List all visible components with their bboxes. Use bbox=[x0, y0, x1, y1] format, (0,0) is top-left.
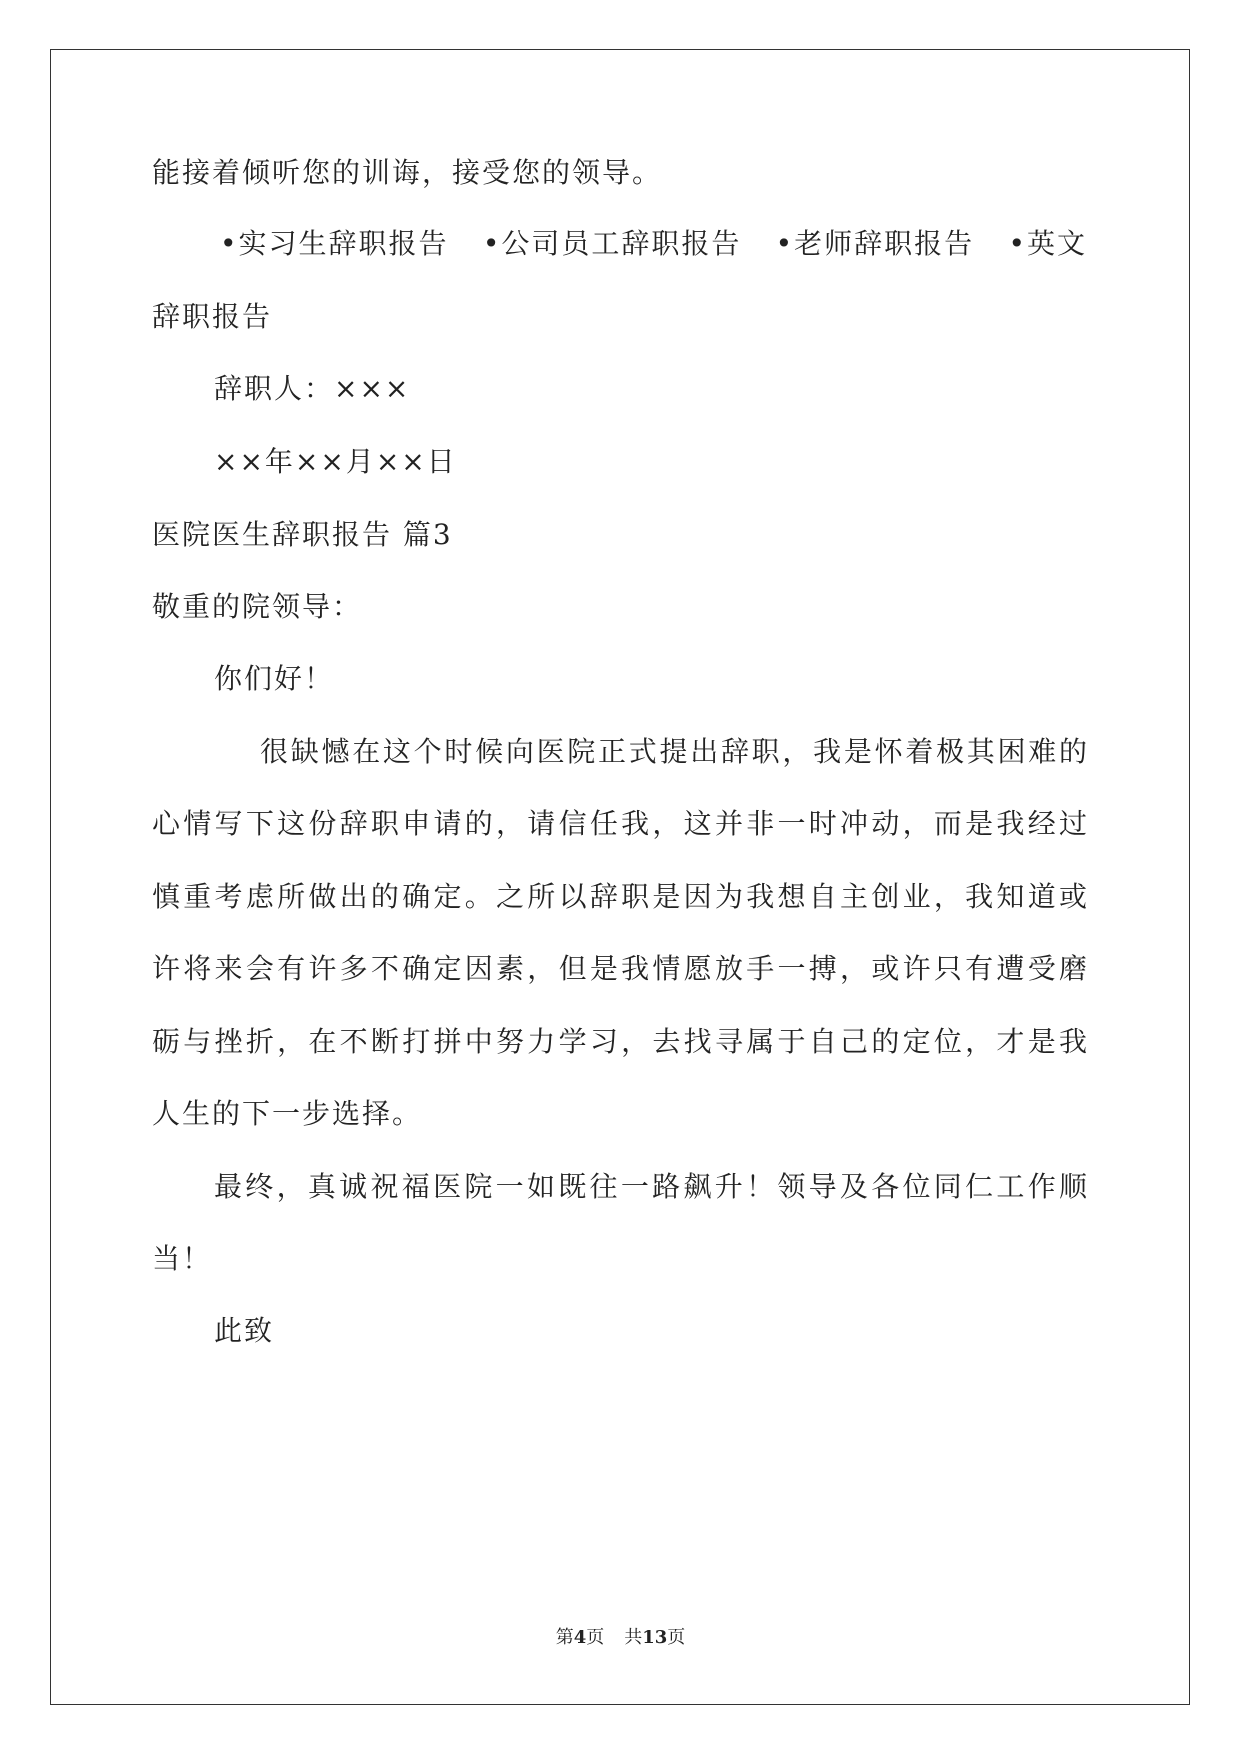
salutation: 敬重的院领导： bbox=[152, 590, 363, 623]
related-link-intern[interactable]: •实习生辞职报告 bbox=[220, 227, 449, 260]
related-links bbox=[220, 227, 1087, 261]
paragraph-line: 当！ bbox=[152, 1242, 213, 1275]
section-title: 医院医生辞职报告 篇3 bbox=[152, 518, 453, 551]
paragraph-line: 心情写下这份辞职申请的，请信任我，这并非一时冲动，而是我经过 bbox=[152, 807, 1087, 840]
date-line: ××年××月××日 bbox=[214, 445, 457, 478]
signer-line: 辞职人：××× bbox=[214, 372, 411, 405]
related-link-employee[interactable]: •公司员工辞职报告 bbox=[482, 227, 742, 260]
total-suffix: 页 bbox=[667, 1627, 686, 1648]
total-pages: 13 bbox=[642, 1627, 668, 1648]
paragraph-line: 许将来会有许多不确定因素，但是我情愿放手一搏，或许只有遭受磨 bbox=[152, 952, 1087, 985]
related-link-english[interactable]: •英文 bbox=[1008, 227, 1087, 260]
page-prefix: 第 bbox=[555, 1627, 574, 1648]
text-line: 能接着倾听您的训诲，接受您的领导。 bbox=[152, 156, 663, 189]
paragraph-line: 人生的下一步选择。 bbox=[152, 1097, 423, 1130]
closing-line: 此致 bbox=[214, 1314, 275, 1347]
related-link-english-tail[interactable]: 辞职报告 bbox=[152, 300, 273, 333]
page-footer bbox=[0, 1627, 1241, 1649]
paragraph-line: 最终，真诚祝福医院一如既往一路飙升！领导及各位同仁工作顺 bbox=[214, 1170, 1087, 1203]
related-link-teacher[interactable]: •老师辞职报告 bbox=[775, 227, 975, 260]
paragraph-line: 砺与挫折，在不断打拼中努力学习，去找寻属于自己的定位，才是我 bbox=[152, 1025, 1087, 1058]
greeting: 你们好！ bbox=[214, 662, 335, 695]
page-suffix: 页 bbox=[586, 1627, 605, 1648]
page-number: 4 bbox=[573, 1627, 587, 1648]
page-border bbox=[50, 49, 1190, 1705]
total-prefix: 共 bbox=[624, 1627, 643, 1648]
paragraph-line: 很缺憾在这个时候向医院正式提出辞职，我是怀着极其困难的 bbox=[260, 735, 1087, 768]
paragraph-line: 慎重考虑所做出的确定。之所以辞职是因为我想自主创业，我知道或 bbox=[152, 880, 1087, 913]
